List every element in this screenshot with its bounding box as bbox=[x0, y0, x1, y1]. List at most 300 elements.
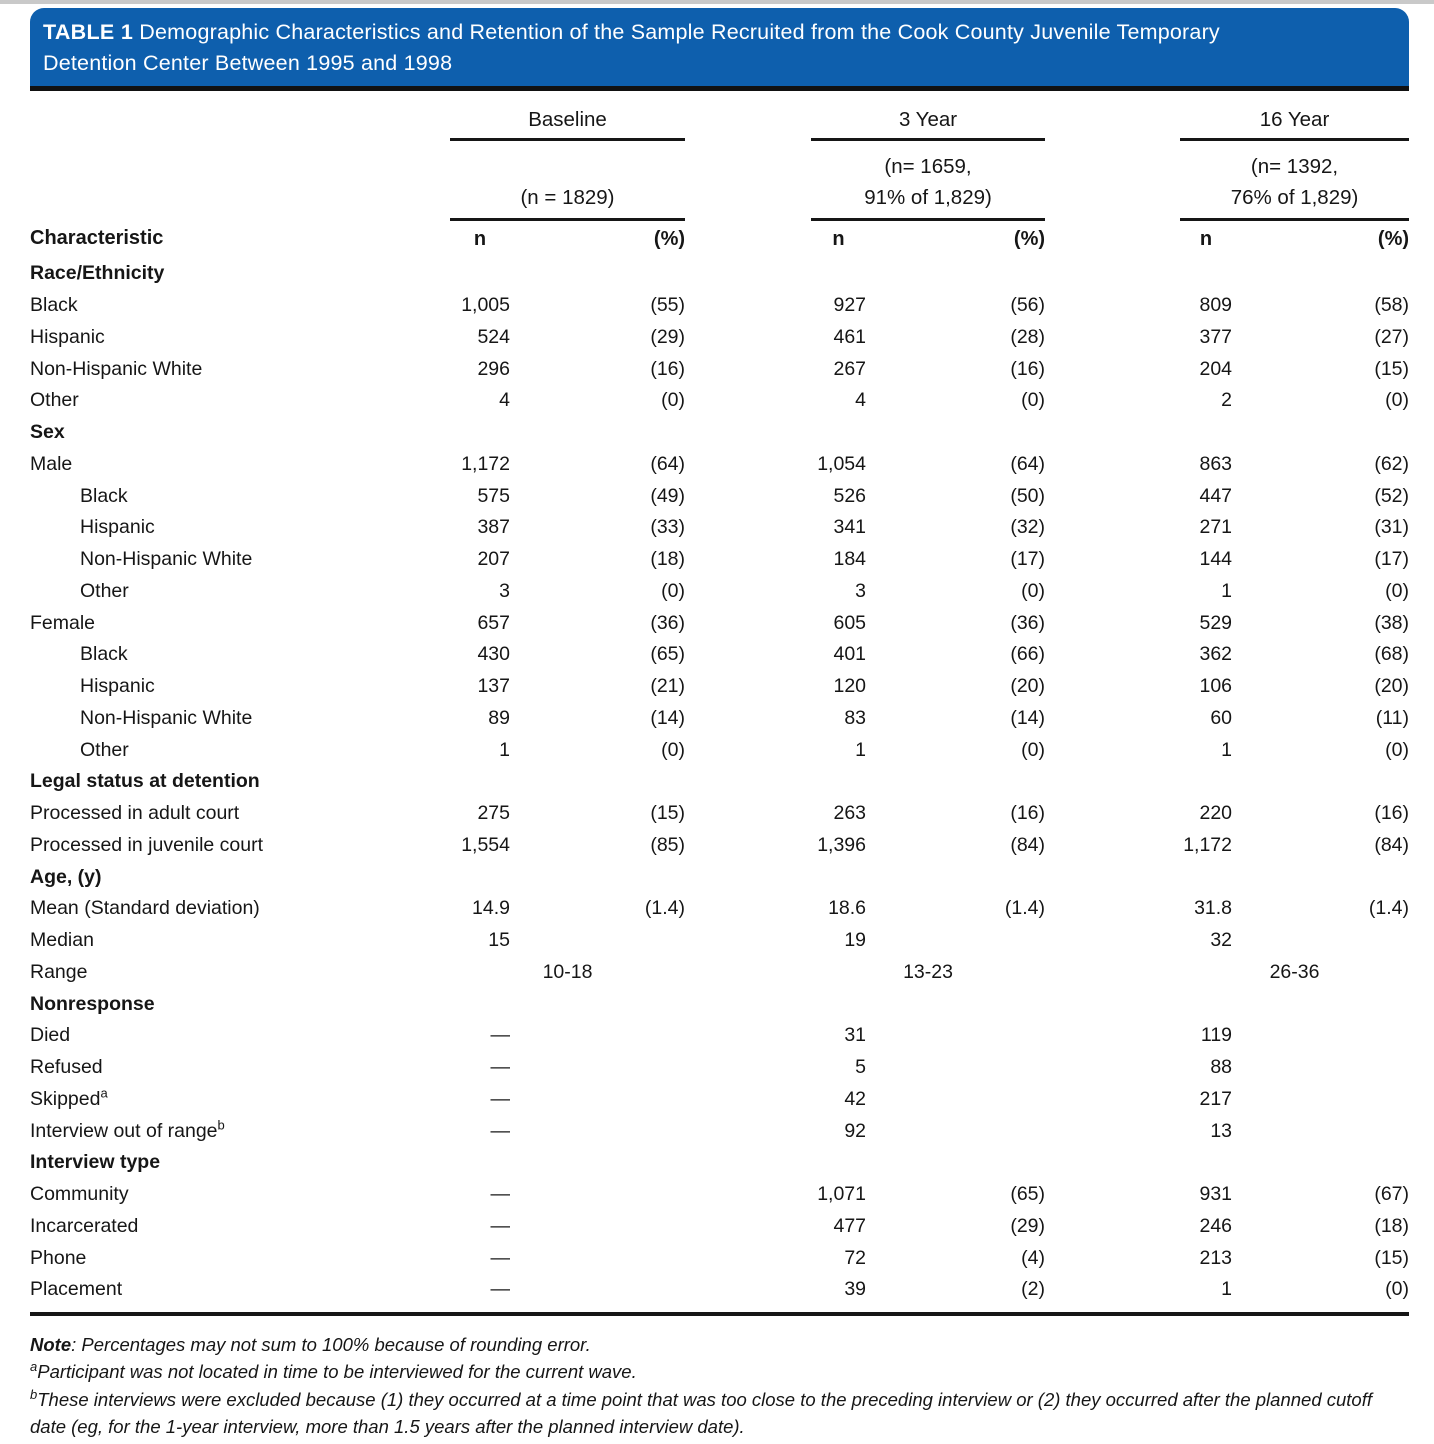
row-label: Other bbox=[80, 738, 129, 761]
cell-range: 13-23 bbox=[903, 960, 953, 983]
cell-pct bbox=[866, 1052, 1045, 1084]
column-spacer bbox=[1045, 893, 1180, 925]
top-divider-rule bbox=[0, 0, 1434, 4]
cell-pct bbox=[1232, 988, 1409, 1020]
table-title-line2: Detention Center Between 1995 and 1998 bbox=[43, 51, 453, 75]
column-spacer bbox=[1045, 1052, 1180, 1084]
column-spacer bbox=[1045, 417, 1180, 449]
column-spacer bbox=[685, 1242, 811, 1274]
cell-pct bbox=[510, 1242, 685, 1274]
table-number-label: TABLE 1 bbox=[43, 20, 134, 44]
column-spacer bbox=[1045, 957, 1180, 989]
cell-n bbox=[450, 417, 510, 449]
cell-n: 461 bbox=[833, 325, 867, 348]
footnote-b bbox=[30, 1386, 1410, 1441]
cell-n: — bbox=[490, 1183, 510, 1206]
cell-n: 220 bbox=[1199, 802, 1233, 825]
cell-n: 2 bbox=[1221, 389, 1233, 412]
three-year-pct-header: (%) bbox=[1013, 228, 1046, 250]
table-row bbox=[30, 703, 1409, 735]
cell-n: 18.6 bbox=[828, 897, 867, 920]
table-row bbox=[30, 1084, 1409, 1116]
row-label: Hispanic bbox=[80, 516, 155, 539]
cell-n: 1,054 bbox=[817, 452, 867, 475]
cell-n: 184 bbox=[833, 548, 867, 571]
cell-n: 430 bbox=[477, 643, 510, 666]
table-row bbox=[30, 544, 1409, 576]
cell-pct: (15) bbox=[1374, 357, 1410, 380]
cell-n: 72 bbox=[844, 1246, 867, 1269]
cell-pct bbox=[1232, 417, 1409, 449]
cell-n: 92 bbox=[844, 1119, 867, 1142]
row-label: Median bbox=[30, 929, 94, 952]
cell-range: 10-18 bbox=[542, 960, 593, 983]
cell-pct: (67) bbox=[1374, 1183, 1410, 1206]
cell-n: 32 bbox=[1210, 929, 1233, 952]
baseline-n-text: (n = 1829) bbox=[520, 186, 615, 209]
column-spacer bbox=[1045, 1084, 1180, 1116]
footnote-marker: b bbox=[217, 1117, 225, 1133]
column-spacer bbox=[1045, 353, 1180, 385]
column-spacer bbox=[685, 671, 811, 703]
cell-pct: (18) bbox=[1374, 1214, 1410, 1237]
table-row bbox=[30, 734, 1409, 766]
group-subheader-row bbox=[30, 140, 1409, 220]
row-label: Female bbox=[30, 611, 96, 634]
column-spacer bbox=[685, 512, 811, 544]
three-year-sample-size bbox=[811, 140, 1045, 220]
cell-n: 144 bbox=[1199, 548, 1233, 571]
cell-pct: (17) bbox=[1374, 548, 1410, 571]
row-label: Other bbox=[30, 389, 79, 412]
cell-n: 1 bbox=[1221, 1278, 1233, 1301]
cell-pct: (16) bbox=[650, 357, 686, 380]
section-row bbox=[30, 988, 1409, 1020]
cell-n bbox=[1180, 988, 1232, 1020]
cell-n bbox=[450, 1147, 510, 1179]
column-spacer bbox=[685, 322, 811, 354]
table-row bbox=[30, 385, 1409, 417]
cell-pct: (29) bbox=[1010, 1214, 1046, 1237]
cell-n: 4 bbox=[499, 389, 510, 412]
cell-pct: (15) bbox=[650, 802, 686, 825]
section-row bbox=[30, 417, 1409, 449]
column-spacer bbox=[685, 957, 811, 989]
cell-n: 529 bbox=[1199, 611, 1233, 634]
row-label: Range bbox=[30, 960, 88, 983]
cell-pct bbox=[866, 1115, 1045, 1147]
cell-pct: (20) bbox=[1010, 675, 1046, 698]
footnote-a-marker: a bbox=[30, 1359, 38, 1375]
cell-n: 657 bbox=[477, 611, 510, 634]
cell-n: 246 bbox=[1199, 1214, 1233, 1237]
cell-n: 296 bbox=[477, 357, 510, 380]
column-spacer bbox=[1045, 576, 1180, 608]
table-row bbox=[30, 290, 1409, 322]
cell-n: — bbox=[490, 1278, 510, 1301]
column-header-row bbox=[30, 220, 1409, 259]
row-label: Interview out of range$^b$ bbox=[30, 1117, 225, 1142]
cell-pct bbox=[1232, 925, 1409, 957]
column-spacer bbox=[685, 607, 811, 639]
cell-n: 119 bbox=[1200, 1024, 1233, 1047]
footnote-b-marker: b bbox=[30, 1386, 38, 1402]
column-spacer bbox=[1045, 1147, 1180, 1179]
cell-n: 60 bbox=[1210, 706, 1233, 729]
row-label: Non-Hispanic White bbox=[80, 548, 253, 571]
cell-pct: (33) bbox=[650, 516, 686, 539]
cell-pct bbox=[510, 988, 685, 1020]
cell-n: 1 bbox=[1221, 579, 1233, 602]
baseline-sample-size bbox=[450, 140, 685, 220]
section-row bbox=[30, 766, 1409, 798]
row-label: Black bbox=[80, 484, 128, 507]
column-spacer bbox=[1045, 1274, 1180, 1306]
cell-n: 1 bbox=[855, 738, 867, 761]
cell-pct: (64) bbox=[650, 452, 686, 475]
cell-n: 15 bbox=[488, 929, 510, 952]
column-spacer bbox=[1045, 544, 1180, 576]
cell-pct bbox=[510, 925, 685, 957]
cell-pct bbox=[1232, 1020, 1409, 1052]
cell-pct: (0) bbox=[661, 389, 686, 412]
cell-n bbox=[811, 417, 866, 449]
cell-pct: (68) bbox=[1374, 643, 1410, 666]
cell-pct bbox=[510, 861, 685, 893]
cell-pct bbox=[1232, 766, 1409, 798]
cell-n: — bbox=[490, 1119, 510, 1142]
column-spacer bbox=[685, 1020, 811, 1052]
cell-n: 42 bbox=[844, 1087, 867, 1110]
column-spacer bbox=[685, 544, 811, 576]
cell-n: 137 bbox=[477, 675, 510, 698]
cell-pct bbox=[1232, 258, 1409, 290]
cell-pct: (0) bbox=[1385, 1278, 1410, 1301]
cell-n bbox=[811, 988, 866, 1020]
cell-pct: (52) bbox=[1374, 484, 1410, 507]
row-label: Phone bbox=[30, 1246, 87, 1269]
cell-n: 809 bbox=[1199, 294, 1233, 317]
column-spacer bbox=[685, 576, 811, 608]
column-spacer bbox=[685, 639, 811, 671]
sixteen-year-sample-size bbox=[1180, 140, 1409, 220]
cell-n: 447 bbox=[1199, 484, 1233, 507]
cell-pct: (55) bbox=[650, 294, 686, 317]
column-spacer bbox=[685, 734, 811, 766]
row-label: Nonresponse bbox=[30, 992, 155, 1015]
column-spacer bbox=[685, 1274, 811, 1306]
cell-pct bbox=[510, 1211, 685, 1243]
cell-n: 5 bbox=[855, 1056, 867, 1079]
cell-pct: (0) bbox=[661, 579, 686, 602]
cell-pct: (31) bbox=[1374, 516, 1410, 539]
table-row bbox=[30, 480, 1409, 512]
cell-n: 217 bbox=[1199, 1087, 1233, 1110]
cell-pct bbox=[866, 1147, 1045, 1179]
table-row bbox=[30, 512, 1409, 544]
table-row bbox=[30, 925, 1409, 957]
table-end-rule bbox=[30, 1312, 1409, 1316]
column-spacer bbox=[685, 798, 811, 830]
row-label: Mean (Standard deviation) bbox=[30, 897, 260, 920]
cell-pct: (0) bbox=[1021, 389, 1046, 412]
cell-pct: (65) bbox=[650, 643, 686, 666]
column-spacer bbox=[685, 893, 811, 925]
cell-n: 207 bbox=[477, 548, 510, 571]
cell-pct bbox=[510, 1020, 685, 1052]
cell-pct bbox=[1232, 1052, 1409, 1084]
empty-cell bbox=[30, 91, 450, 140]
cell-pct: (64) bbox=[1010, 452, 1046, 475]
cell-n bbox=[450, 766, 510, 798]
row-label: Age, (y) bbox=[30, 865, 102, 888]
cell-n bbox=[811, 766, 866, 798]
column-spacer bbox=[685, 91, 811, 140]
cell-n bbox=[1180, 417, 1232, 449]
table-notes bbox=[30, 1331, 1410, 1441]
characteristic-header: Characteristic bbox=[30, 227, 164, 250]
cell-pct: (0) bbox=[1385, 579, 1410, 602]
column-spacer bbox=[1045, 480, 1180, 512]
table-row bbox=[30, 1242, 1409, 1274]
cell-n bbox=[450, 258, 510, 290]
cell-pct: (0) bbox=[1021, 738, 1046, 761]
table-banner bbox=[30, 8, 1409, 91]
cell-pct: (27) bbox=[1374, 325, 1410, 348]
cell-n: 13 bbox=[1210, 1119, 1233, 1142]
cell-pct: (0) bbox=[1021, 579, 1046, 602]
cell-n: 1,554 bbox=[461, 833, 510, 856]
footnote-a bbox=[30, 1358, 1410, 1386]
table-row bbox=[30, 798, 1409, 830]
row-label: Non-Hispanic White bbox=[80, 706, 253, 729]
column-spacer bbox=[685, 1115, 811, 1147]
table-row bbox=[30, 322, 1409, 354]
column-group-3-year: 3 Year bbox=[811, 91, 1045, 140]
cell-n bbox=[811, 1147, 866, 1179]
table-body bbox=[30, 258, 1409, 1306]
cell-pct: (28) bbox=[1010, 325, 1046, 348]
cell-n: 271 bbox=[1199, 516, 1233, 539]
cell-n: — bbox=[490, 1214, 510, 1237]
sixteen-year-n-header: n bbox=[1199, 228, 1213, 250]
cell-pct: (0) bbox=[1385, 738, 1410, 761]
cell-n: 1,005 bbox=[461, 294, 510, 317]
cell-n: — bbox=[490, 1056, 510, 1079]
cell-pct bbox=[1232, 1115, 1409, 1147]
cell-n: 106 bbox=[1199, 675, 1233, 698]
cell-pct: (18) bbox=[650, 548, 686, 571]
cell-pct: (66) bbox=[1010, 643, 1046, 666]
cell-n: 927 bbox=[833, 294, 867, 317]
row-label: Sex bbox=[30, 421, 65, 444]
cell-pct: (14) bbox=[1010, 706, 1046, 729]
cell-pct: (50) bbox=[1010, 484, 1046, 507]
cell-n: — bbox=[490, 1024, 510, 1047]
row-label: Incarcerated bbox=[30, 1214, 139, 1237]
column-spacer bbox=[1045, 322, 1180, 354]
cell-pct: (2) bbox=[1021, 1278, 1046, 1301]
column-spacer bbox=[1045, 220, 1180, 259]
row-label: Processed in juvenile court bbox=[30, 833, 264, 856]
column-spacer bbox=[685, 140, 811, 220]
row-label: Race/Ethnicity bbox=[30, 262, 165, 285]
cell-n: 89 bbox=[488, 706, 510, 729]
cell-n bbox=[1180, 258, 1232, 290]
cell-pct: (4) bbox=[1021, 1246, 1046, 1269]
column-spacer bbox=[685, 925, 811, 957]
cell-n: 213 bbox=[1199, 1246, 1233, 1269]
column-spacer bbox=[685, 988, 811, 1020]
cell-n: 3 bbox=[499, 579, 510, 602]
cell-pct bbox=[866, 258, 1045, 290]
cell-n: 88 bbox=[1210, 1056, 1233, 1079]
column-group-baseline: Baseline bbox=[450, 91, 685, 140]
section-row bbox=[30, 861, 1409, 893]
cell-pct: (84) bbox=[1010, 833, 1046, 856]
note-general bbox=[30, 1331, 1410, 1359]
cell-n: — bbox=[490, 1087, 510, 1110]
table-row bbox=[30, 830, 1409, 862]
row-label: Died bbox=[30, 1024, 71, 1047]
column-spacer bbox=[1045, 830, 1180, 862]
cell-pct: (62) bbox=[1374, 452, 1410, 475]
table-row bbox=[30, 1274, 1409, 1306]
cell-n: 1 bbox=[499, 738, 510, 761]
cell-n: 1,172 bbox=[1183, 833, 1233, 856]
cell-n: 387 bbox=[477, 516, 510, 539]
column-spacer bbox=[685, 766, 811, 798]
table-row bbox=[30, 449, 1409, 481]
cell-n: — bbox=[490, 1246, 510, 1269]
cell-n bbox=[811, 861, 866, 893]
table-row bbox=[30, 957, 1409, 989]
column-spacer bbox=[1045, 925, 1180, 957]
column-spacer bbox=[685, 703, 811, 735]
cell-n: 1,172 bbox=[461, 452, 510, 475]
column-spacer bbox=[685, 1179, 811, 1211]
table-row bbox=[30, 576, 1409, 608]
cell-pct: (1.4) bbox=[1004, 897, 1046, 920]
cell-n: 526 bbox=[833, 484, 867, 507]
cell-n bbox=[450, 988, 510, 1020]
column-spacer bbox=[1045, 639, 1180, 671]
cell-n: 3 bbox=[855, 579, 867, 602]
group-header-row bbox=[30, 91, 1409, 140]
column-spacer bbox=[685, 449, 811, 481]
cell-n bbox=[1180, 861, 1232, 893]
column-spacer bbox=[1045, 607, 1180, 639]
cell-pct: (16) bbox=[1010, 357, 1046, 380]
column-spacer bbox=[1045, 140, 1180, 220]
three-year-n-text: (n= 1659, bbox=[884, 155, 972, 178]
column-spacer bbox=[685, 1147, 811, 1179]
cell-pct bbox=[1232, 1147, 1409, 1179]
footnote-a-text: Participant was not located in time to be interviewed for the current wave. bbox=[37, 1361, 637, 1383]
table-row bbox=[30, 1020, 1409, 1052]
cell-pct bbox=[510, 1147, 685, 1179]
cell-pct: (16) bbox=[1374, 802, 1410, 825]
column-spacer bbox=[1045, 1179, 1180, 1211]
cell-pct bbox=[510, 1179, 685, 1211]
cell-n: 605 bbox=[833, 611, 867, 634]
footnote-marker: a bbox=[100, 1085, 108, 1101]
column-spacer bbox=[1045, 258, 1180, 290]
row-label: Non-Hispanic White bbox=[30, 357, 203, 380]
column-spacer bbox=[685, 480, 811, 512]
column-spacer bbox=[1045, 512, 1180, 544]
cell-n: 341 bbox=[833, 516, 867, 539]
column-spacer bbox=[1045, 988, 1180, 1020]
row-label: Skipped$^a$ bbox=[30, 1085, 108, 1110]
column-spacer bbox=[1045, 798, 1180, 830]
row-label: Placement bbox=[30, 1278, 123, 1301]
demographics-table bbox=[30, 91, 1409, 1306]
cell-pct: (49) bbox=[650, 484, 686, 507]
table-row bbox=[30, 893, 1409, 925]
column-spacer bbox=[1045, 1211, 1180, 1243]
cell-n: 477 bbox=[833, 1214, 867, 1237]
cell-pct: (16) bbox=[1010, 802, 1046, 825]
table-title-line1: Demographic Characteristics and Retention of the Sample Recruited from the Cook County Juvenile Temporary bbox=[139, 20, 1220, 44]
cell-pct: (0) bbox=[661, 738, 686, 761]
three-year-n-header: n bbox=[832, 228, 845, 250]
column-spacer bbox=[1045, 1020, 1180, 1052]
baseline-pct-header: (%) bbox=[653, 228, 686, 250]
sixteen-year-n-text: (n= 1392, bbox=[1250, 155, 1339, 178]
note-prefix: Note bbox=[30, 1333, 72, 1355]
cell-pct bbox=[510, 1115, 685, 1147]
row-label: Other bbox=[80, 579, 129, 602]
cell-n: 863 bbox=[1199, 452, 1233, 475]
row-label: Interview type bbox=[30, 1151, 161, 1174]
column-spacer bbox=[1045, 1242, 1180, 1274]
cell-n: 1,071 bbox=[817, 1183, 867, 1206]
column-spacer bbox=[685, 417, 811, 449]
cell-n: 39 bbox=[844, 1278, 867, 1301]
column-spacer bbox=[1045, 1115, 1180, 1147]
cell-n: 524 bbox=[477, 325, 510, 348]
cell-pct: (85) bbox=[650, 833, 686, 856]
cell-pct: (11) bbox=[1375, 706, 1410, 729]
column-spacer bbox=[1045, 671, 1180, 703]
cell-pct bbox=[866, 988, 1045, 1020]
cell-pct: (56) bbox=[1010, 294, 1046, 317]
empty-cell bbox=[30, 140, 450, 220]
cell-pct bbox=[866, 1084, 1045, 1116]
cell-pct bbox=[510, 258, 685, 290]
cell-pct: (38) bbox=[1374, 611, 1410, 634]
cell-n: 14.9 bbox=[472, 897, 510, 920]
cell-range: 26-36 bbox=[1269, 960, 1320, 983]
row-label: Male bbox=[30, 452, 73, 475]
table-row bbox=[30, 353, 1409, 385]
cell-pct: (14) bbox=[650, 706, 686, 729]
column-spacer bbox=[685, 1052, 811, 1084]
column-group-16-year: 16 Year bbox=[1180, 91, 1409, 140]
cell-n: 4 bbox=[855, 389, 867, 412]
cell-pct bbox=[1232, 861, 1409, 893]
cell-pct: (29) bbox=[650, 325, 686, 348]
note-general-text: : Percentages may not sum to 100% because of rounding error. bbox=[71, 1333, 591, 1355]
cell-n: 31.8 bbox=[1194, 897, 1233, 920]
cell-pct bbox=[866, 766, 1045, 798]
row-label: Black bbox=[80, 643, 128, 666]
column-spacer bbox=[685, 830, 811, 862]
cell-n: 362 bbox=[1199, 643, 1233, 666]
baseline-n-header: n bbox=[473, 228, 487, 250]
cell-pct bbox=[866, 1020, 1045, 1052]
